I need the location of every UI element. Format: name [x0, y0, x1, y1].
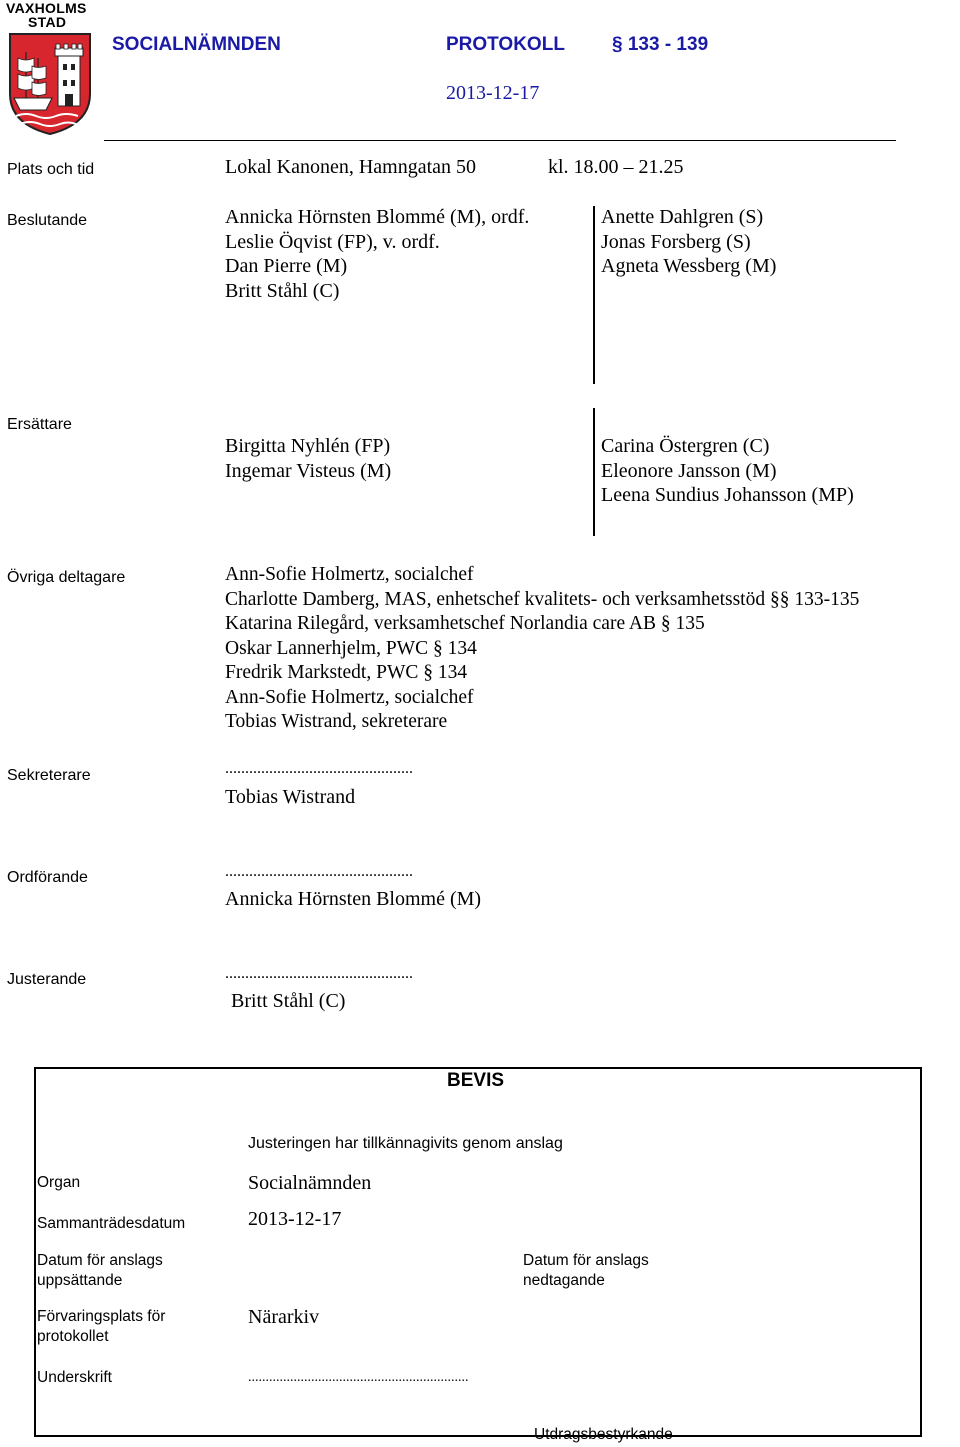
substitute-name: Birgitta Nyhlén (FP): [225, 435, 391, 457]
other-participants-label: Övriga deltagare: [7, 569, 126, 586]
chair-name: Annicka Hörnsten Blommé (M): [225, 888, 482, 910]
meeting-date-label: Sammanträdesdatum: [37, 1215, 186, 1232]
other-participants-list: [225, 563, 859, 735]
posting-date-label: [37, 1251, 163, 1290]
participant: Ann-Sofie Holmertz, socialchef: [225, 564, 474, 585]
substitute-name: Ingemar Visteus (M): [225, 459, 392, 482]
storage-label-line: protokollet: [37, 1327, 109, 1345]
column-divider: [593, 206, 595, 384]
member-name: Jonas Forsberg (S): [601, 230, 751, 253]
org-name: SOCIALNÄMNDEN: [112, 34, 281, 55]
removal-date-label: [523, 1251, 649, 1290]
participant: Fredrik Markstedt, PWC § 134: [225, 662, 468, 683]
adjuster-name: Britt Ståhl (C): [231, 990, 346, 1012]
member-name: Leslie Öqvist (FP), v. ordf.: [225, 230, 440, 253]
header-divider: [104, 140, 896, 141]
organ-value: Socialnämnden: [248, 1172, 372, 1194]
meeting-time: kl. 18.00 – 21.25: [548, 156, 684, 178]
decision-makers-right: [601, 205, 776, 279]
decision-makers-label: Beslutande: [7, 212, 88, 229]
column-divider: [593, 408, 595, 536]
participant: Tobias Wistrand, sekreterare: [225, 711, 448, 732]
member-name: Annicka Hörnsten Blommé (M), ordf.: [225, 206, 530, 228]
decision-makers-left: [225, 205, 529, 303]
section-reference: § 133 - 139: [612, 34, 709, 55]
storage-label: [37, 1307, 165, 1346]
substitute-name: Carina Östergren (C): [601, 435, 770, 457]
meeting-date: 2013-12-17: [446, 82, 540, 104]
substitutes-label: Ersättare: [7, 416, 72, 433]
storage-value: Närarkiv: [248, 1306, 320, 1328]
secretary-signature-line: ...............................................: [225, 760, 413, 777]
participant: Ann-Sofie Holmertz, socialchef: [225, 686, 474, 708]
adjuster-label: Justerande: [7, 971, 87, 988]
secretary-label: Sekreterare: [7, 767, 91, 784]
chair-signature-line: ...............................................: [225, 863, 413, 880]
chair-label: Ordförande: [7, 869, 88, 886]
signature-label: Underskrift: [37, 1369, 112, 1386]
posting-date-label-line: Datum för anslags: [37, 1252, 163, 1269]
removal-date-label-line: nedtagande: [523, 1271, 605, 1289]
certification-label: Utdragsbestyrkande: [534, 1426, 673, 1443]
member-name: Dan Pierre (M): [225, 255, 348, 277]
substitutes-right: [601, 434, 854, 508]
secretary-name: Tobias Wistrand: [225, 786, 356, 808]
member-name: Anette Dahlgren (S): [601, 206, 764, 228]
logo: [6, 0, 94, 136]
certificate-box: [34, 1067, 922, 1437]
participant: Oskar Lannerhjelm, PWC § 134: [225, 637, 477, 659]
member-name: Britt Ståhl (C): [225, 279, 340, 302]
adjuster-signature-line: ...............................................: [225, 965, 413, 982]
removal-date-label-line: Datum för anslags: [523, 1252, 649, 1269]
certificate-title: BEVIS: [447, 1070, 505, 1091]
document-type: PROTOKOLL: [446, 34, 565, 55]
meeting-date-value: 2013-12-17: [248, 1208, 342, 1230]
logo-text-line-2: STAD: [28, 14, 67, 30]
posting-date-label-line: uppsättande: [37, 1271, 123, 1289]
coat-of-arms-icon: [6, 32, 94, 136]
participant: Katarina Rilegård, verksamhetschef Norlandia care AB § 135: [225, 613, 705, 634]
place-time-label: Plats och tid: [7, 161, 95, 178]
announcement-text: Justeringen har tillkännagivits genom anslag: [248, 1135, 563, 1152]
substitutes-left: [225, 434, 391, 483]
substitute-name: Eleonore Jansson (M): [601, 459, 777, 482]
signature-line: ...............................................................: [248, 1370, 469, 1385]
organ-label: Organ: [37, 1174, 81, 1191]
storage-label-line: Förvaringsplats för: [37, 1308, 166, 1325]
participant: Charlotte Damberg, MAS, enhetschef kvalitets- och verksamhetsstöd §§ 133-135: [225, 588, 860, 610]
substitute-name: Leena Sundius Johansson (MP): [601, 484, 854, 506]
meeting-location: Lokal Kanonen, Hamngatan 50: [225, 156, 477, 178]
member-name: Agneta Wessberg (M): [601, 255, 777, 277]
logo-text-line-1: VAXHOLMS: [6, 0, 87, 16]
